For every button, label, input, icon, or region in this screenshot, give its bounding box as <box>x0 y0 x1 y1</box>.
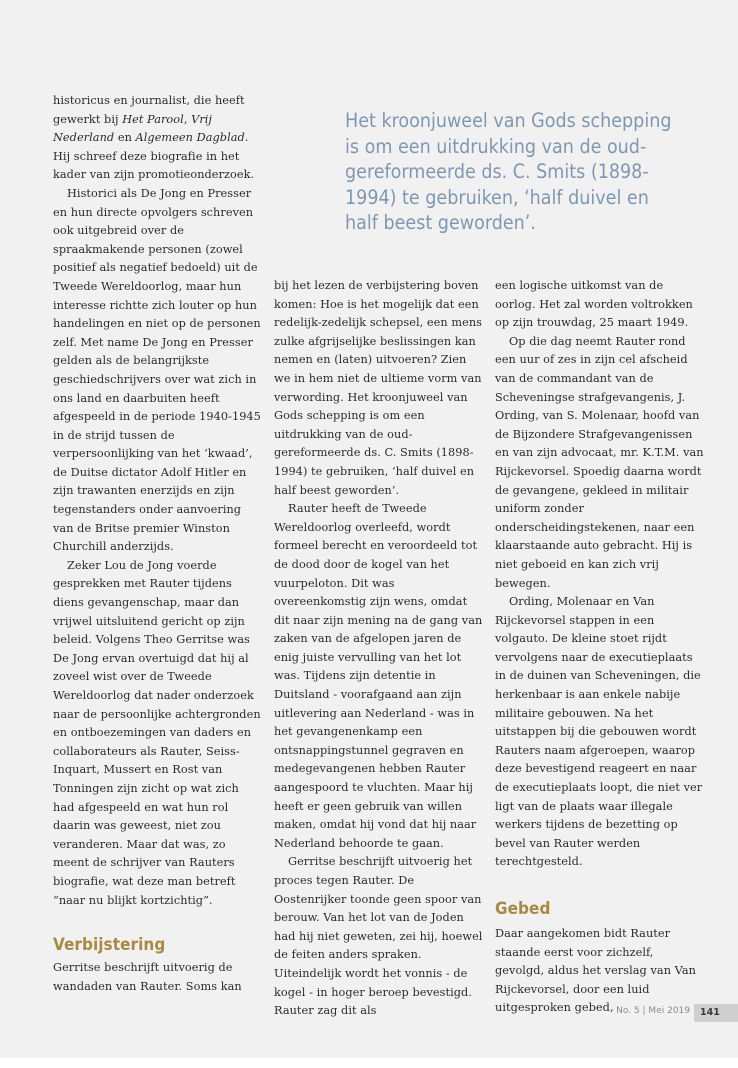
page-footer <box>0 1004 738 1024</box>
text-column-middle <box>274 277 484 1021</box>
paragraph: Op die dag neemt Rauter rond een uur of zes in zijn cel afscheid van de commandant van de Scheveningse strafgevangenis, J. Ording, van S. Molenaar, hoofd van de Bijzondere Strafgevangenissen en van zijn advocaat, mr. K.T.M. van Rijckevorsel. Spoedig daarna wordt de gevangene, gekleed in militair uniform zonder onderscheidingstekenen, naar een klaarstaande auto gebracht. Hij is niet geboeid en kan zich vrij bewegen. <box>495 334 704 590</box>
paragraph: Zeker Lou de Jong voerde gesprekken met Rauter tijdens diens gevangenschap, maar dan vrijwel uitsluitend gericht op zijn beleid. Volgens Theo Gerritse was De Jong ervan overtuigd dat hij al zoveel wist over de Tweede Wereldoorlog dat nader onderzoek naar de persoonlijke achtergronden en ontboezemingen van daders en collaborateurs als Rauter, Seiss-Inquart, Mussert en Rost van Tonningen zijn zicht op wat zich had afgespeeld en wat hun rol daarin was geweest, niet zou veranderen. Maar dat was, zo meent de schrijver van Rauters biografie, wat deze man betreft “naar nu blijkt kortzichtig”. <box>53 558 261 907</box>
paragraph: historicus en journalist, die heeft gewerkt bij Het Parool, Vrij Nederland en Algemeen Dagblad. Hij schreef deze biografie in het kader van zijn promotieonderzoek. <box>53 94 255 182</box>
paragraph: Gerritse beschrijft uitvoerig het proces tegen Rauter. De Oostenrijker toonde geen spoor van berouw. Van het lot van de Joden had hij niet geweten, zei hij, hoewel de feiten anders spraken. Uiteindelijk wordt het vonnis - de kogel - in hoger beroep bevestigd. Rauter zag dit als <box>274 855 483 1018</box>
section-heading: Gebed <box>495 899 551 919</box>
text-column-left <box>53 92 261 996</box>
section-heading: Verbijstering <box>53 935 166 956</box>
paragraph: Rauter heeft de Tweede Wereldoorlog overleefd, wordt formeel berecht en veroordeeld tot de dood door de kogel van het vuurpeloton. Dit was overeenkomstig zijn wens, omdat dit naar zijn mening na de gang van zaken van de afgelopen jaren de enig juiste vervulling van het lot was. Tijdens zijn detentie in Duitsland - voorafgaand aan zijn uitlevering aan Nederland - was in het gevangenenkamp een ontsnappingstunnel gegraven en medegevangenen hebben Rauter aangespoord te vluchten. Maar hij heeft er geen gebruik van willen maken, omdat hij vond dat hij naar Nederland behoorde te gaan. <box>274 502 483 850</box>
text-column-right <box>495 277 705 1018</box>
paragraph: Ording, Molenaar en Van Rijckevorsel stappen in een volgauto. De kleine stoet rijdt vervolgens naar de executieplaats in de duinen van Scheveningen, die herkenbaar is aan enkele nabije militaire gebouwen. Na het uitstappen bij die gebouwen wordt Rauters naam afgeroepen, waarop deze bevestigend reageert en naar de executieplaats loopt, die niet ver ligt van de plaats waar illegale werkers tijdens de bezetting op bevel van Rauter werden terechtgesteld. <box>495 595 703 869</box>
page-number: 141 <box>694 1004 738 1022</box>
paragraph: Gerritse beschrijft uitvoerig de wandaden van Rauter. Soms kan <box>53 961 242 993</box>
paragraph: bij het lezen de verbijstering boven komen: Hoe is het mogelijk dat een redelijk-zedelijk schepsel, een mens zulke afgrijselijke beslissingen kan nemen en (laten) uitvoeren? Zien we in hem niet de ultieme vorm van verwording. Het kroonjuweel van Gods schepping is om een uitdrukking van de oud-gereformeerde ds. C. Smits (1898-1994) te gebruiken, ‘half duivel en half beest geworden’. <box>274 279 483 497</box>
issue-label: No. 5 | Mei 2019 <box>616 1006 690 1016</box>
paragraph: Historici als De Jong en Presser en hun directe opvolgers schreven ook uitgebreid over de spraakmakende personen (zowel positief als negatief bedoeld) uit de Tweede Wereldoorlog, maar hun interesse richtte zich louter op hun handelingen en niet op de personen zelf. Met name De Jong en Presser gelden als de belangrijkste geschiedschrijvers over wat zich in ons land en daarbuiten heeft afgespeeld in de periode 1940-1945 in de strijd tussen de verpersoonlijking van het ‘kwaad’, de Duitse dictator Adolf Hitler en zijn trawanten enerzijds en zijn tegenstanders onder aanvoering van de Britse premier Winston Churchill anderzijds. <box>53 186 261 554</box>
paragraph: een logische uitkomst van de oorlog. Het zal worden voltrokken op zijn trouwdag, 25 maart 1949. <box>495 279 693 330</box>
page-content <box>0 12 738 1058</box>
paragraph: Daar aangekomen bidt Rauter staande eerst voor zichzelf, gevolgd, aldus het verslag van Van Rijckevorsel, door een luid uitgesproken gebed, <box>495 927 696 1015</box>
pull-quote: Het kroonjuweel van Gods schepping is om een uitdrukking van de oud-gereformeerde ds. C. Smits (1898-1994) te gebruiken, ‘half duivel en half beest geworden’. <box>345 109 672 234</box>
